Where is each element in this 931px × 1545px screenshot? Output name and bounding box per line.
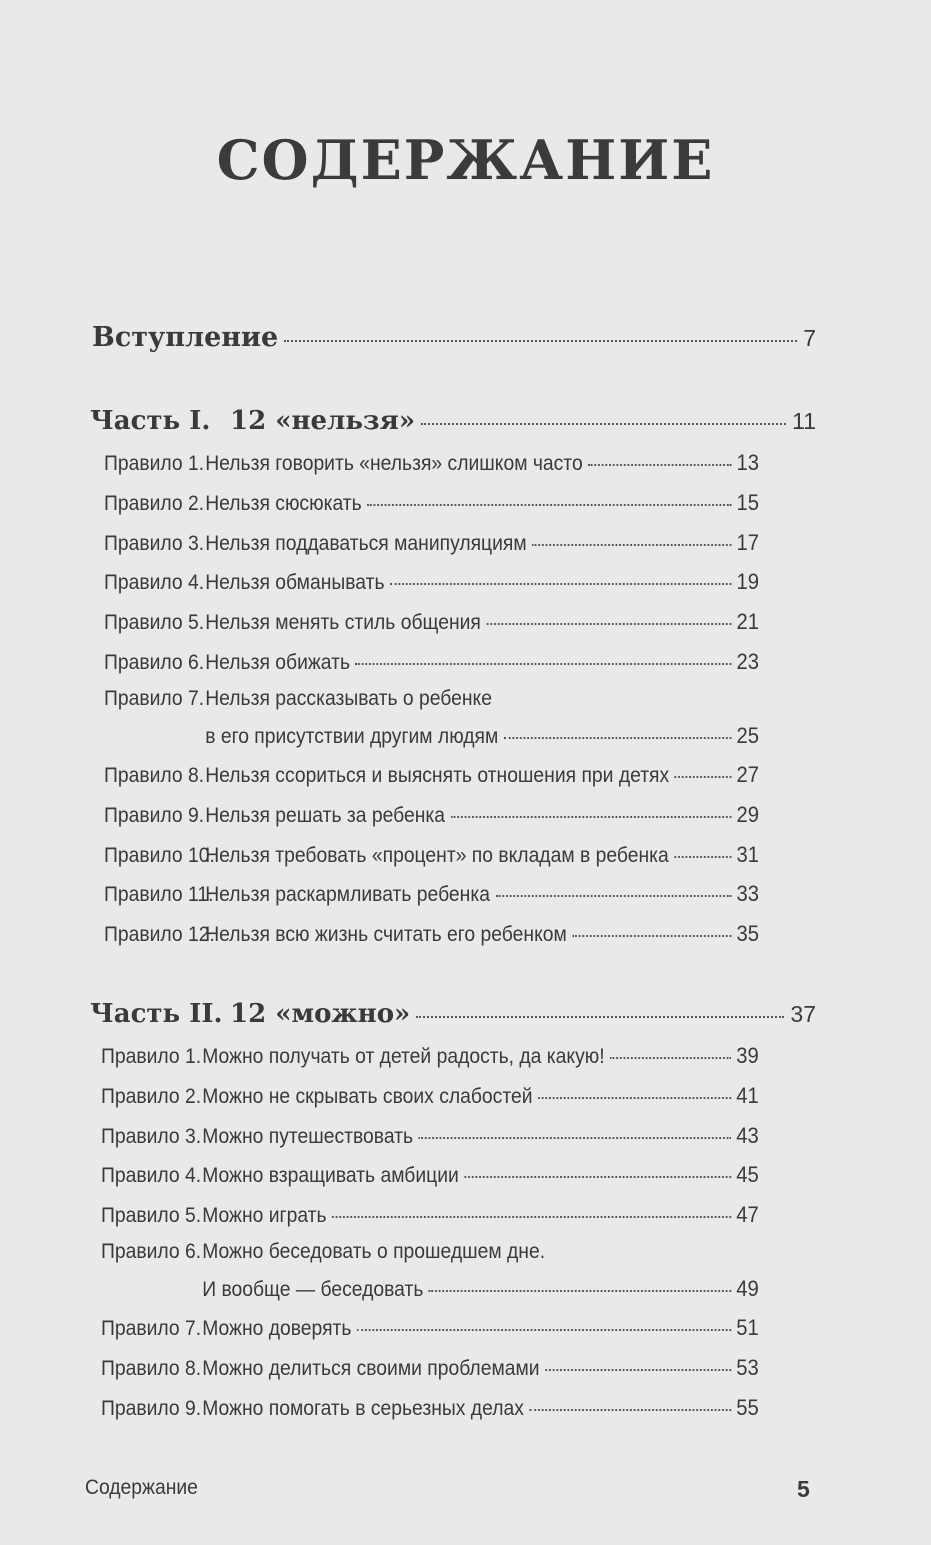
- toc-entry-rule[interactable]: [101, 1162, 759, 1188]
- rule-title: Можно помогать в серьезных делах: [202, 1397, 524, 1420]
- rule-page: 45: [736, 1162, 759, 1187]
- rule-label: Правило 2.: [104, 492, 205, 515]
- toc-entry-rule[interactable]: [101, 1202, 759, 1228]
- rule-title: Можно путешествовать: [202, 1125, 414, 1148]
- part-title: 12 «нельзя»: [230, 406, 416, 436]
- running-footer-section: Содержание: [85, 1476, 198, 1499]
- intro-label: Вступление: [92, 322, 279, 353]
- rule-page: 17: [736, 530, 760, 555]
- dot-leader: [421, 423, 786, 425]
- rule-page: 39: [736, 1043, 759, 1068]
- page-title: СОДЕРЖАНИЕ: [216, 128, 715, 192]
- toc-entry-rule[interactable]: [104, 762, 759, 788]
- toc-entry-rule[interactable]: [104, 649, 759, 675]
- rule-label: Правило 11.: [104, 883, 214, 906]
- dot-leader: [588, 464, 731, 466]
- rule-page: 47: [736, 1202, 759, 1227]
- dot-leader: [357, 1329, 731, 1331]
- rule-title: Нельзя решать за ребенка: [205, 804, 446, 827]
- toc-entry-rule[interactable]: [101, 1043, 759, 1069]
- rule-label: Правило 12.: [104, 923, 215, 946]
- rule-page: 29: [736, 802, 760, 827]
- rule-title: Нельзя ссориться и выяснять отношения при детях: [205, 764, 670, 787]
- toc-entry-rule[interactable]: [101, 1395, 759, 1421]
- rule-title-continued: в его присутствии другим людям: [205, 725, 499, 748]
- rule-label: Правило 7.: [101, 1317, 202, 1340]
- toc-entry-rule[interactable]: [101, 1083, 759, 1109]
- rule-label: Правило 9.: [104, 804, 205, 827]
- toc-entry-rule[interactable]: [104, 609, 759, 635]
- dot-leader: [532, 544, 731, 546]
- dot-leader: [675, 776, 731, 778]
- dot-leader: [451, 816, 731, 818]
- toc-entry-rule[interactable]: [104, 881, 759, 907]
- dot-leader: [538, 1097, 731, 1099]
- dot-leader: [529, 1409, 730, 1411]
- rule-title: Нельзя сюсюкать: [205, 492, 362, 515]
- rule-page: 21: [736, 609, 760, 634]
- dot-leader: [284, 340, 797, 342]
- toc-entry-rule-line2[interactable]: [101, 1276, 759, 1302]
- part-page: 37: [790, 1001, 816, 1027]
- rule-label: Правило 7.: [104, 687, 205, 710]
- dot-leader: [486, 623, 731, 625]
- toc-entry-part-2[interactable]: [90, 999, 816, 1029]
- rule-page: 25: [736, 723, 760, 748]
- dot-leader: [545, 1369, 731, 1371]
- toc-entry-rule[interactable]: [101, 1315, 759, 1341]
- rule-label: Правило 6.: [104, 651, 205, 674]
- toc-entry-part-1[interactable]: [90, 406, 816, 436]
- dot-leader: [674, 856, 731, 858]
- part-number: Часть II.: [90, 999, 223, 1029]
- rule-title: Можно не скрывать своих слабостей: [202, 1085, 533, 1108]
- toc-entry-rule[interactable]: [104, 569, 759, 595]
- rule-title: Нельзя поддаваться манипуляциям: [205, 532, 527, 555]
- dot-leader: [419, 1137, 731, 1139]
- rule-page: 15: [736, 490, 760, 515]
- rule-page: 53: [736, 1355, 759, 1380]
- dot-leader: [495, 895, 731, 897]
- rule-label: Правило 8.: [101, 1357, 202, 1380]
- dot-leader: [610, 1057, 731, 1059]
- rule-title: Можно делиться своими проблемами: [202, 1357, 540, 1380]
- rule-title: Нельзя менять стиль общения: [205, 611, 481, 634]
- rule-title: Можно играть: [202, 1204, 327, 1227]
- part-number: Часть I.: [90, 406, 211, 436]
- rule-page: 43: [736, 1123, 759, 1148]
- toc-entry-rule[interactable]: [104, 921, 759, 947]
- rule-label: Правило 9.: [101, 1397, 202, 1420]
- toc-entry-rule[interactable]: [104, 450, 759, 476]
- rule-label: Правило 4.: [104, 571, 205, 594]
- rule-label: Правило 3.: [104, 532, 205, 555]
- rule-title: Нельзя обманывать: [205, 571, 385, 594]
- rule-label: Правило 1.: [104, 452, 205, 475]
- dot-leader: [367, 504, 731, 506]
- rule-page: 35: [736, 921, 760, 946]
- intro-page: 7: [803, 325, 816, 351]
- rule-title: Нельзя говорить «нельзя» слишком часто: [205, 452, 583, 475]
- rule-page: 13: [736, 450, 760, 475]
- dot-leader: [504, 737, 731, 739]
- dot-leader: [390, 583, 731, 585]
- rule-title: Нельзя всю жизнь считать его ребенком: [205, 923, 567, 946]
- dot-leader: [429, 1290, 731, 1292]
- dot-leader: [572, 935, 731, 937]
- rule-title: Нельзя раскармливать ребенка: [205, 883, 490, 906]
- part-page: 11: [792, 408, 816, 434]
- rule-page: 33: [736, 881, 760, 906]
- dot-leader: [356, 663, 731, 665]
- rule-title: Можно получать от детей радость, да какую!: [202, 1045, 605, 1068]
- toc-entry-rule[interactable]: [101, 1355, 759, 1381]
- toc-entry-rule-line2[interactable]: [104, 723, 759, 749]
- dot-leader: [416, 1016, 784, 1018]
- rule-title: Нельзя требовать «процент» по вкладам в ребенка: [205, 844, 669, 867]
- rule-label: Правило 10.: [104, 844, 215, 867]
- rule-page: 31: [736, 842, 760, 867]
- toc-entry-rule[interactable]: [104, 802, 759, 828]
- rule-title: Нельзя обижать: [205, 651, 351, 674]
- rule-title: Можно взращивать амбиции: [202, 1164, 459, 1187]
- toc-entry-intro[interactable]: [92, 322, 816, 353]
- rule-page: 19: [736, 569, 760, 594]
- rule-page: 51: [736, 1315, 759, 1340]
- rule-page: 27: [736, 762, 760, 787]
- toc-entry-rule[interactable]: [104, 842, 759, 868]
- rule-title: Можно беседовать о прошедшем дне.: [202, 1240, 546, 1263]
- toc-entry-rule[interactable]: [104, 530, 759, 556]
- dot-leader: [464, 1176, 730, 1178]
- rule-page: 41: [736, 1083, 759, 1108]
- dot-leader: [332, 1216, 731, 1218]
- rule-label: Правило 1.: [101, 1045, 202, 1068]
- rule-label: Правило 8.: [104, 764, 205, 787]
- part-title: 12 «можно»: [230, 999, 411, 1029]
- rule-title: Нельзя рассказывать о ребенке: [205, 687, 492, 710]
- rule-label: Правило 3.: [101, 1125, 202, 1148]
- rule-label: Правило 5.: [104, 611, 205, 634]
- rule-label: Правило 2.: [101, 1085, 202, 1108]
- toc-entry-rule[interactable]: [104, 490, 759, 516]
- rule-page: 49: [736, 1276, 759, 1301]
- rule-page: 23: [736, 649, 760, 674]
- rule-label: Правило 5.: [101, 1204, 202, 1227]
- rule-title-continued: И вообще — беседовать: [202, 1278, 424, 1301]
- rule-label: Правило 6.: [101, 1240, 202, 1263]
- rule-page: 55: [736, 1395, 759, 1420]
- toc-entry-rule-line1[interactable]: [104, 687, 759, 711]
- rule-title: Можно доверять: [202, 1317, 352, 1340]
- toc-entry-rule[interactable]: [101, 1123, 759, 1149]
- page-number: 5: [797, 1476, 810, 1502]
- toc-entry-rule-line1[interactable]: [101, 1240, 759, 1264]
- rule-label: Правило 4.: [101, 1164, 202, 1187]
